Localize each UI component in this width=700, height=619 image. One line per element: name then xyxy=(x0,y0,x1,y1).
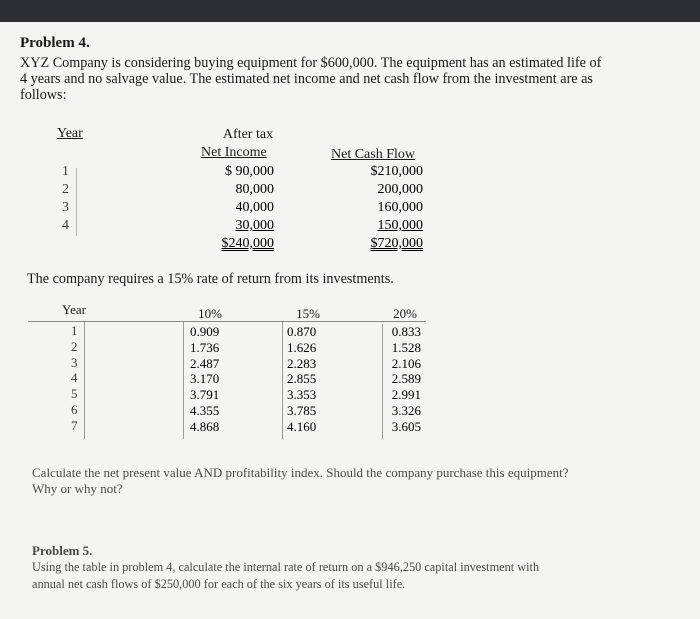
table-cell: 7 xyxy=(71,417,78,433)
cash-table-year-divider xyxy=(76,168,77,236)
problem-4-title: Problem 4. xyxy=(20,35,90,51)
table-cell: 1 xyxy=(62,164,69,179)
table-cell: 2.855 xyxy=(287,371,317,387)
cash-table-income-column xyxy=(190,163,274,253)
table-cell: 6 xyxy=(71,401,78,417)
table-cell: 0.870 xyxy=(287,324,317,339)
problem-4-intro-line-1: XYZ Company is considering buying equipment for $600,000. The equipment has an estimated life of xyxy=(20,55,602,71)
cash-table-cash-column xyxy=(336,163,423,253)
table-cell: 1 xyxy=(71,323,78,338)
table-cell: 3.326 xyxy=(391,402,421,418)
problem-5-line-1: Using the table in problem 4, calculate the internal rate of return on a $946,250 capital investment with xyxy=(32,560,540,574)
npv-question-line-1: Calculate the net present value AND profitability index. Should the company purchase this equipment? xyxy=(32,465,569,480)
pv-table-rate-15-column xyxy=(287,324,331,435)
pv-table-year-divider xyxy=(84,322,85,439)
problem-5-title: Problem 5. xyxy=(32,543,93,558)
table-cell: 150,000 xyxy=(377,218,423,233)
table-cell: 2.487 xyxy=(190,355,220,371)
table-cell: 200,000 xyxy=(377,182,423,197)
top-dark-strip xyxy=(0,0,700,22)
table-cell: 4.355 xyxy=(190,402,220,418)
table-cell: 3.791 xyxy=(190,387,220,403)
cash-total: $720,000 xyxy=(370,236,423,251)
pv-table-divider-2 xyxy=(282,322,283,439)
table-cell: 3.170 xyxy=(190,371,220,387)
pv-table-divider-1 xyxy=(183,322,184,439)
table-cell: 30,000 xyxy=(235,218,274,233)
pv-table-rate-10-header: 10% xyxy=(198,306,222,321)
pv-table-rate-20-header: 20% xyxy=(393,306,417,321)
pv-table-year-header: Year xyxy=(62,302,86,317)
table-cell: $210,000 xyxy=(370,164,423,179)
table-cell: 2.283 xyxy=(287,355,317,371)
table-cell: 2 xyxy=(62,182,69,197)
pv-table-rate-15-header: 15% xyxy=(296,306,320,321)
table-cell: 160,000 xyxy=(377,200,423,215)
table-cell: 2.589 xyxy=(391,371,421,387)
table-cell: 4 xyxy=(62,218,69,233)
table-cell: 0.833 xyxy=(391,324,421,339)
table-cell: 0.909 xyxy=(190,324,220,339)
income-total: $240,000 xyxy=(221,236,274,251)
table-cell: 3.353 xyxy=(287,387,317,403)
pv-table-header-rule xyxy=(28,321,426,322)
table-cell: 40,000 xyxy=(235,200,274,215)
cash-table-income-header-1: After tax xyxy=(222,127,274,142)
table-cell: 3 xyxy=(71,354,78,370)
table-cell: 2 xyxy=(71,338,78,354)
table-cell: 1.528 xyxy=(391,339,421,355)
cash-table-year-header: Year xyxy=(57,126,83,141)
cash-table-income-header-2: Net Income xyxy=(201,145,267,160)
table-cell: 3.785 xyxy=(287,402,317,418)
table-cell: $ 90,000 xyxy=(225,164,274,179)
table-cell: 3 xyxy=(62,200,69,215)
table-cell: 2.991 xyxy=(391,387,421,403)
table-cell: 4.160 xyxy=(287,418,317,434)
problem-5-line-2: annual net cash flows of $250,000 for each of the six years of its useful life. xyxy=(32,577,406,591)
document-page xyxy=(0,22,700,619)
table-cell: 4.868 xyxy=(190,418,220,434)
pv-table-rate-10-column xyxy=(190,324,234,435)
pv-table-rate-20-column xyxy=(380,324,421,435)
problem-4-intro-line-3: follows: xyxy=(20,87,67,103)
table-cell: 1.736 xyxy=(190,339,220,355)
pv-table-years xyxy=(71,323,83,434)
table-cell: 3.605 xyxy=(391,418,421,434)
table-cell: 5 xyxy=(71,386,78,402)
table-cell: 1.626 xyxy=(287,339,317,355)
npv-question-line-2: Why or why not? xyxy=(32,481,123,496)
cash-table-cash-header: Net Cash Flow xyxy=(331,147,415,162)
table-cell: 4 xyxy=(71,370,78,386)
table-cell: 2.106 xyxy=(391,355,421,371)
table-cell: 80,000 xyxy=(235,182,274,197)
required-return-text: The company requires a 15% rate of return from its investments. xyxy=(27,271,394,287)
problem-4-intro-line-2: 4 years and no salvage value. The estimated net income and net cash flow from the investment are as xyxy=(20,71,593,87)
